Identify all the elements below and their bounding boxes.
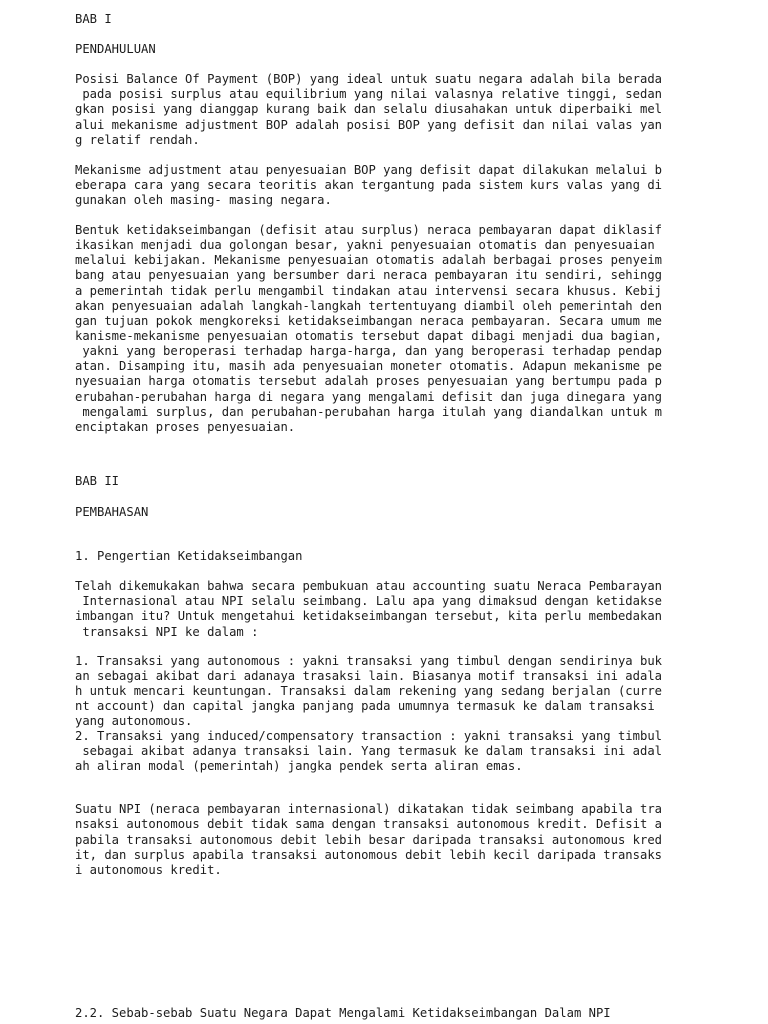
- text-line: Bentuk ketidakseimbangan (defisit atau surplus) neraca pembayaran dapat diklasif: [75, 223, 662, 237]
- text-line: gan tujuan pokok mengkoreksi ketidakseimbangan neraca pembayaran. Secara umum me: [75, 314, 662, 328]
- text-line: ikasikan menjadi dua golongan besar, yakni penyesuaian otomatis dan penyesuaian: [75, 238, 662, 252]
- text-line: atan. Disamping itu, masih ada penyesuaian moneter otomatis. Adapun mekanisme pe: [75, 359, 662, 373]
- chapter-title: PEMBAHASAN: [75, 505, 149, 519]
- list-item-line: h untuk mencari keuntungan. Transaksi dalam rekening yang sedang berjalan (curre: [75, 684, 662, 698]
- text-line: Suatu NPI (neraca pembayaran internasional) dikatakan tidak seimbang apabila tra: [75, 802, 662, 816]
- chapter-title: PENDAHULUAN: [75, 42, 156, 56]
- text-line: nsaksi autonomous debit tidak sama dengan transaksi autonomous kredit. Defisit a: [75, 817, 662, 831]
- text-line: a pemerintah tidak perlu mengambil tindakan atau intervensi secara khusus. Kebij: [75, 284, 662, 298]
- chapter-heading: BAB II: [75, 474, 120, 488]
- section-title: 2.2. Sebab-sebab Suatu Negara Dapat Mengalami Ketidakseimbangan Dalam NPI: [75, 1006, 611, 1020]
- list-item-line: ah aliran modal (pemerintah) jangka pendek serta aliran emas.: [75, 759, 523, 773]
- list-item-line: 1. Transaksi yang autonomous : yakni transaksi yang timbul dengan sendirinya buk: [75, 654, 662, 668]
- list-item-line: nt account) dan capital jangka panjang pada umumnya termasuk ke dalam transaksi: [75, 699, 655, 713]
- text-line: enciptakan proses penyesuaian.: [75, 420, 296, 434]
- text-line: gkan posisi yang dianggap kurang baik dan selalu diusahakan untuk diperbaiki mel: [75, 102, 662, 116]
- text-line: alui mekanisme adjustment BOP adalah posisi BOP yang defisit dan nilai valas yan: [75, 118, 662, 132]
- text-line: mengalami surplus, dan perubahan-perubahan harga itulah yang diandalkan untuk m: [75, 405, 662, 419]
- list-item-line: an sebagai akibat dari adanaya trasaksi lain. Biasanya motif transaksi ini adala: [75, 669, 662, 683]
- text-line: kanisme-mekanisme penyesuaian otomatis tersebut dapat dibagi menjadi dua bagian,: [75, 329, 662, 343]
- section-title: 1. Pengertian Ketidakseimbangan: [75, 549, 303, 563]
- text-line: transaksi NPI ke dalam :: [75, 625, 259, 639]
- text-line: pabila transaksi autonomous debit lebih besar daripada transaksi autonomous kred: [75, 833, 662, 847]
- text-line: g relatif rendah.: [75, 133, 200, 147]
- list-item-line: yang autonomous.: [75, 714, 193, 728]
- text-line: yakni yang beroperasi terhadap harga-harga, dan yang beroperasi terhadap pendap: [75, 344, 662, 358]
- list-item-line: sebagai akibat adanya transaksi lain. Yang termasuk ke dalam transaksi ini adal: [75, 744, 662, 758]
- text-line: melalui kebijakan. Mekanisme penyesuaian otomatis adalah berbagai proses penyeim: [75, 253, 662, 267]
- text-line: Posisi Balance Of Payment (BOP) yang ideal untuk suatu negara adalah bila berada: [75, 72, 662, 86]
- text-line: pada posisi surplus atau equilibrium yang nilai valasnya relative tinggi, sedan: [75, 87, 662, 101]
- text-line: bang atau penyesuaian yang bersumber dari neraca pembayaran itu sendiri, sehingg: [75, 268, 662, 282]
- text-line: imbangan itu? Untuk mengetahui ketidakseimbangan tersebut, kita perlu membedakan: [75, 609, 662, 623]
- text-line: gunakan oleh masing- masing negara.: [75, 193, 332, 207]
- text-line: erubahan-perubahan harga di negara yang mengalami defisit dan juga dinegara yang: [75, 390, 662, 404]
- text-line: i autonomous kredit.: [75, 863, 222, 877]
- text-line: Internasional atau NPI selalu seimbang. Lalu apa yang dimaksud dengan ketidakse: [75, 594, 662, 608]
- text-line: akan penyesuaian adalah langkah-langkah tertentuyang diambil oleh pemerintah den: [75, 299, 662, 313]
- text-line: nyesuaian harga otomatis tersebut adalah proses penyesuaian yang bertumpu pada p: [75, 374, 662, 388]
- text-line: Mekanisme adjustment atau penyesuaian BOP yang defisit dapat dilakukan melalui b: [75, 163, 662, 177]
- text-line: eberapa cara yang secara teoritis akan tergantung pada sistem kurs valas yang di: [75, 178, 662, 192]
- list-item-line: 2. Transaksi yang induced/compensatory transaction : yakni transaksi yang timbul: [75, 729, 662, 743]
- text-line: Telah dikemukakan bahwa secara pembukuan atau accounting suatu Neraca Pembarayan: [75, 579, 662, 593]
- chapter-heading: BAB I: [75, 12, 112, 26]
- text-line: it, dan surplus apabila transaksi autonomous debit lebih kecil daripada transaks: [75, 848, 662, 862]
